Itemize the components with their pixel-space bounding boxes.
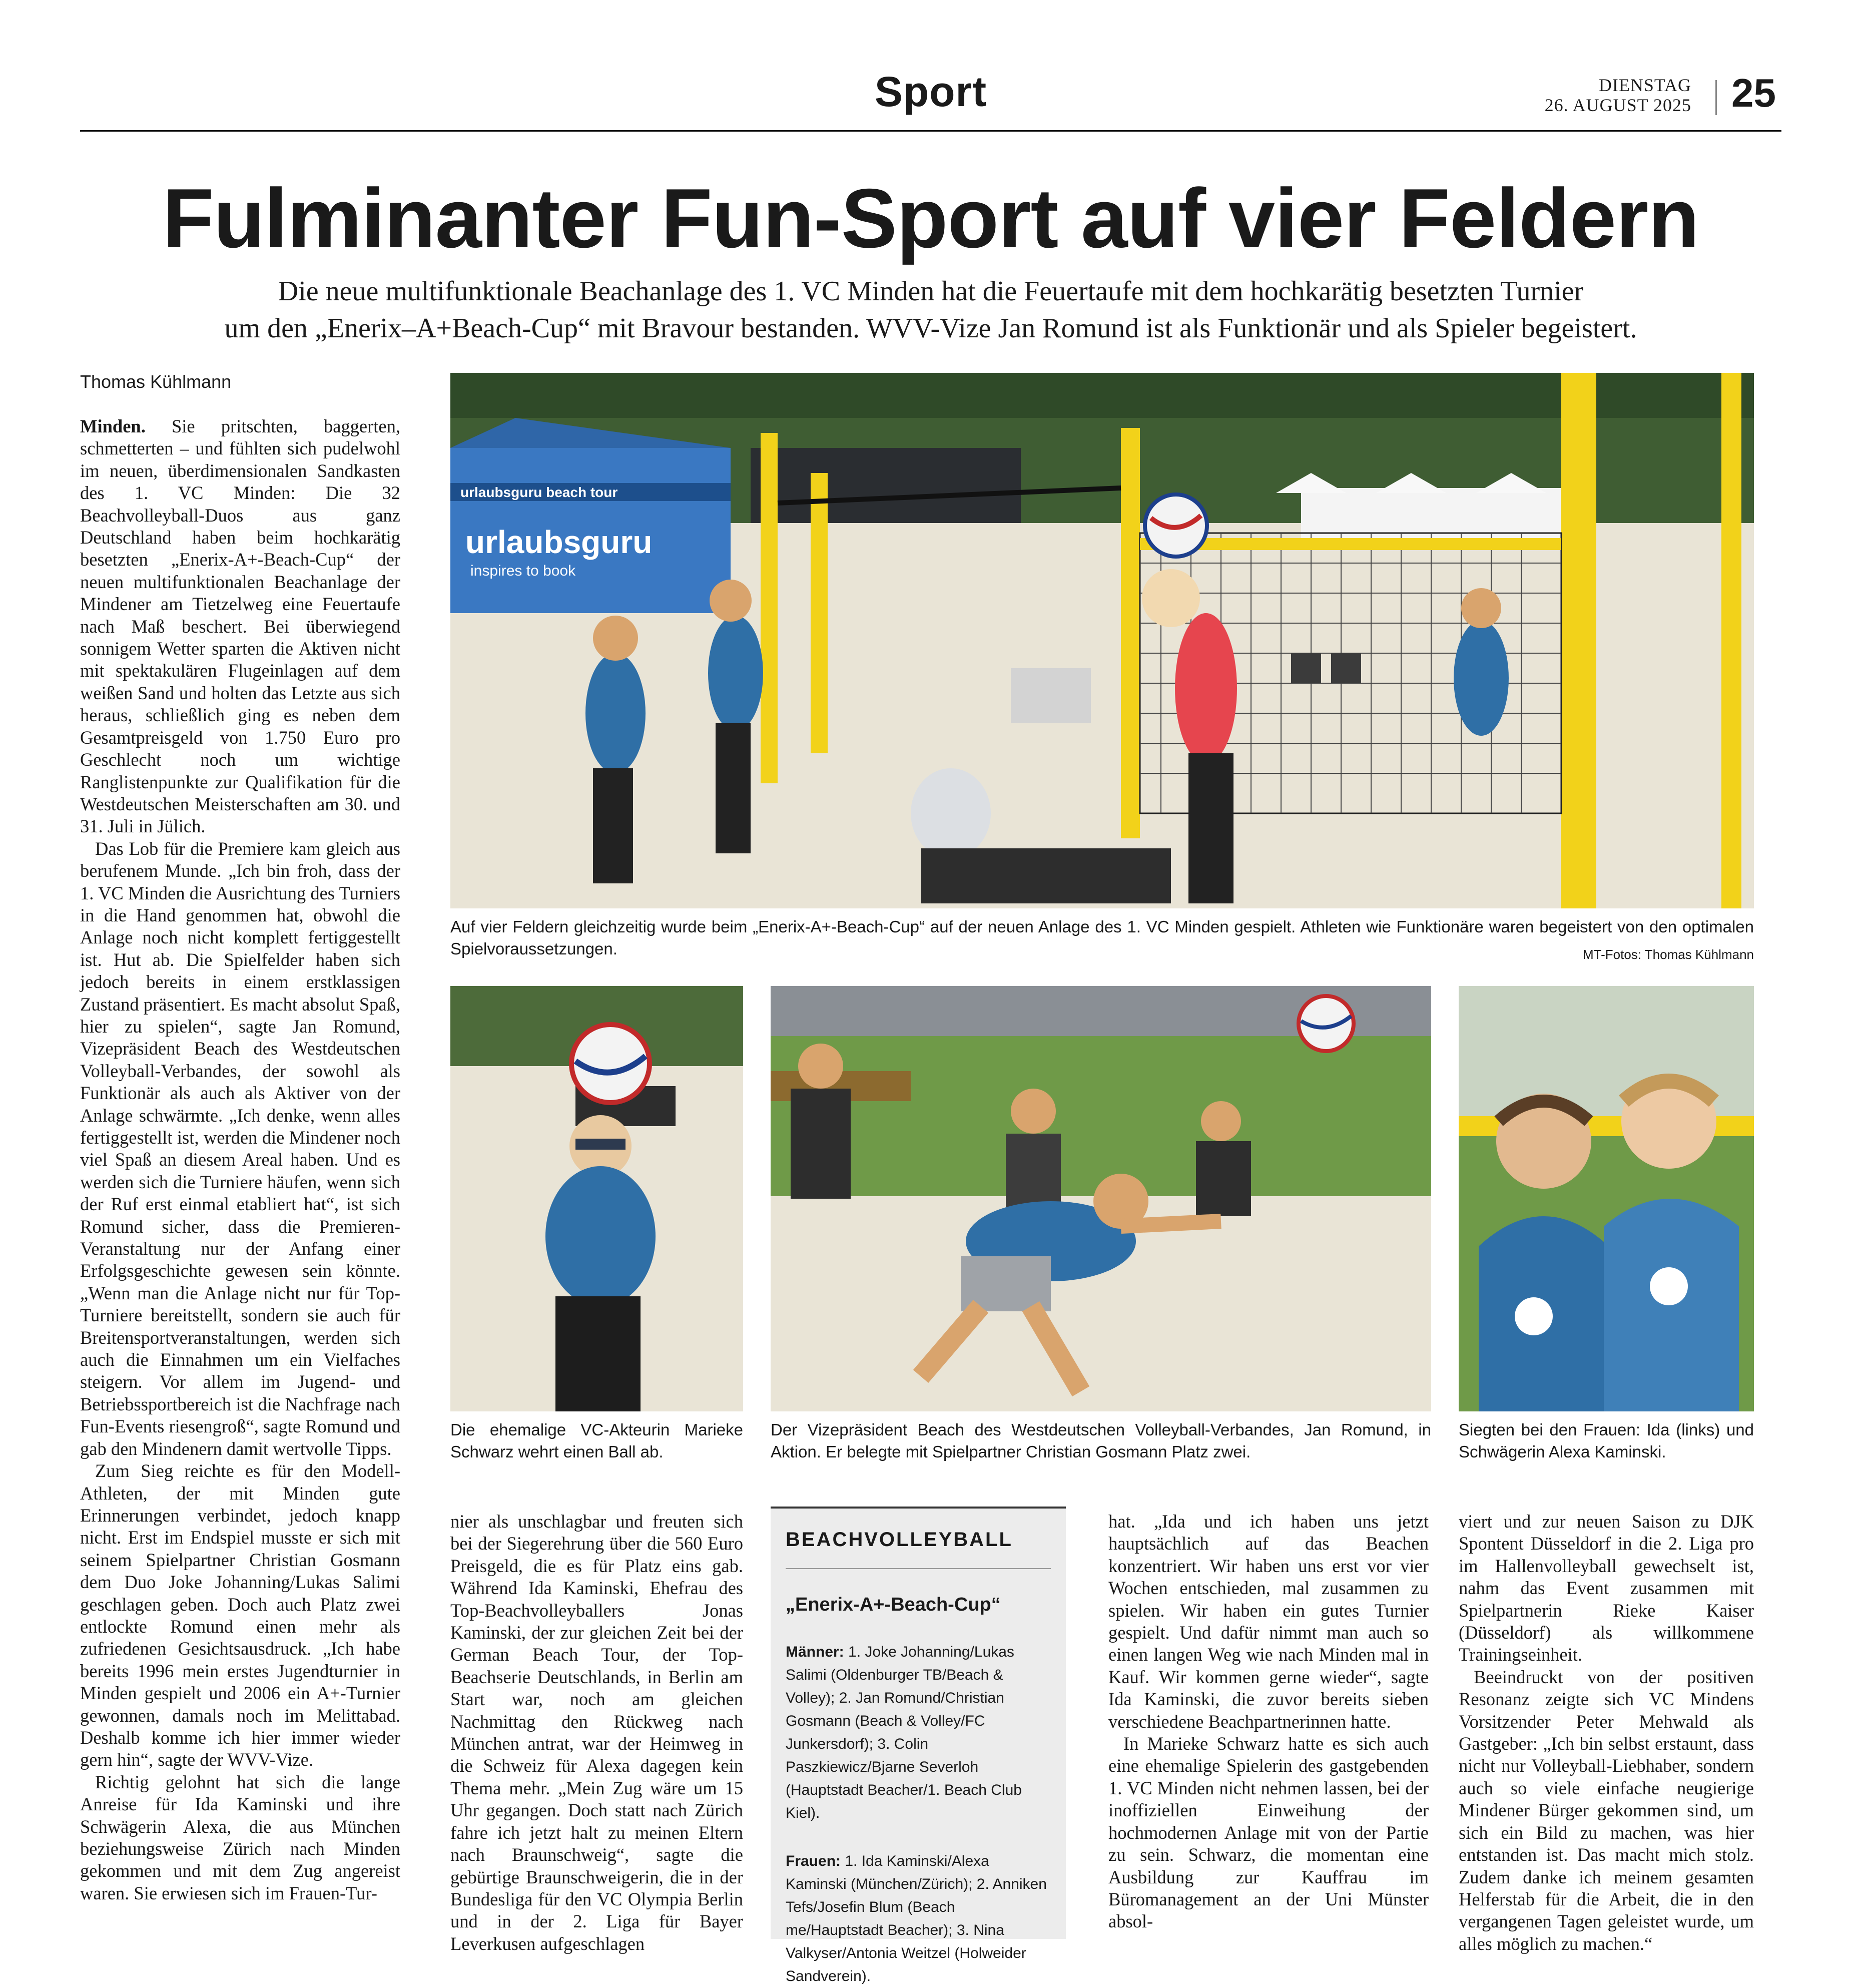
winners-portrait	[1459, 986, 1754, 1411]
paragraph: nier als unschlagbar und freuten sich bei der Siegerehrung über die 560 Euro Preisgeld, die es für Platz eins gab. Während Ida Kaminski, Ehefrau des Top-Beachvolleyballers Jonas Kaminski, der zur gleichen Zeit bei der German Beach Tour, der Top-Beachserie Deutschlands, in Berlin am Start war, noch am gleichen Nachmittag den Rückweg nach München antrat, war der Heimweg in die Schweiz für Alexa dagegen kein Thema mehr. „Mein Zug wäre um 15 Uhr gegangen. Doch statt nach Zürich fahre ich jetzt halt zu meinen Eltern nach Braunschweig“, sagte die gebürtige Braunschweigerin, die in der Bundesliga für den VC Olympia Berlin und in der 2. Liga für Bayer Leverkusen aufgeschlagen	[450, 1511, 743, 1954]
dateline: Minden.	[80, 416, 146, 436]
photo-1-caption: Die ehemalige VC-Akteurin Marieke Schwarz wehrt einen Ball ab.	[450, 1420, 743, 1461]
article-column-5	[1459, 1511, 1754, 1954]
paragraph	[80, 415, 400, 838]
results-women-label: Frauen:	[786, 1853, 841, 1869]
header-rule	[80, 130, 1781, 132]
main-photo	[450, 373, 1754, 908]
headline: Fulminanter Fun-Sport auf vier Feldern	[162, 171, 1699, 265]
issue-date-text: 26. AUGUST 2025	[1544, 95, 1691, 115]
subhead-line-1: Die neue multifunktionale Beachanlage des 1. VC Minden hat die Feuertaufe mit dem hochkarätig besetzten Turnier	[278, 276, 1584, 307]
photo-kaminski-winners	[1459, 986, 1754, 1411]
photo-2-caption: Der Vizepräsident Beach des Westdeutschen Volleyball-Verbandes, Jan Romund, in Aktion. Er belegte mit Spielpartner Christian Gosmann Platz zwei.	[771, 1420, 1431, 1461]
paragraph: Richtig gelohnt hat sich die lange Anreise für Ida Kaminski und ihre Schwägerin Alexa, die aus München beziehungsweise Zürich nach Minden gekommen und mit dem Zug angereist waren. Sie erwiesen sich im Frauen-Tur-	[80, 1771, 400, 1903]
section-title: Sport	[874, 68, 987, 115]
results-women	[786, 1850, 1051, 1988]
paragraph: Das Lob für die Premiere kam gleich aus berufenem Munde. „Ich bin froh, dass der 1. VC Minden die Ausrichtung des Turniers in die Hand genommen hat, obwohl die Anlage noch nicht komplett fertiggestellt ist. Hut ab. Die Spielfelder haben sich jedoch bereits in einem erstklassigen Zustand präsentiert. Es macht absolut Spaß, hier zu spielen“, sagte Jan Romund, Vizepräsident Beach des Westdeutschen Volleyball-Verbandes, der sowohl als Funktionär als auch als Aktiver von der Anlage schwärmte. „Ich denke, wenn alles fertiggestellt ist, werden die Mindener noch viel Spaß an diesem Areal haben. Und es werden sich die Turniere häufen, wenn sich der Ruf erst einmal etabliert hat“, ist sich Romund sicher, dass die Premieren-Veranstaltung nur der Anfang einer Erfolgsgeschichte gewesen sein könnte. „Wenn man die Anlage nicht nur für Top-Turniere bereitstellt, sondern sie auch für Breitensportveranstaltungen, werden sich auch die Einnahmen um ein Vielfaches steigern. Vor allem im Jugend- und Betriebssportbereich ist die Nachfrage nach Fun-Events riesengroß“, sagte Romund und gab den Mindenern damit wertvolle Tipps.	[80, 838, 400, 1459]
article-column-2	[450, 1511, 743, 1954]
subheadline	[80, 273, 1781, 347]
banner-tagline: inspires to book	[470, 563, 576, 579]
issue-date	[1481, 75, 1691, 115]
paragraph: Beeindruckt von der positiven Resonanz zeigte sich VC Mindens Vorsitzender Peter Mehwald als Gastgeber: „Ich bin selbst erstaunt, dass nicht nur Volleyball-Liebhaber, sondern auch so viele einfache neugierige Mindener Bürger gekommen sind, um sich ein Bild zu machen, was hier entstanden ist. Das macht mich stolz. Zudem danke ich meinem gesamten Helferstab für die Arbeit, die in den vergangenen Tagen geleistet wurde, um alles möglich zu machen.“	[1459, 1666, 1754, 1954]
photo-marieke-schwarz	[450, 986, 743, 1411]
main-photo-caption: Auf vier Feldern gleichzeitig wurde beim „Enerix-A+-Beach-Cup“ auf der neuen Anlage des 1. VC Minden gespielt. Athleten wie Funktionäre waren begeistert von den optimalen Spielvoraussetzungen.	[450, 917, 1754, 958]
page-number: 25	[1731, 71, 1776, 115]
author-byline: Thomas Kühlmann	[80, 371, 232, 392]
results-women-text: 1. Ida Kaminski/Alexa Kaminski (München/Zürich); 2. Anniken Tefs/Josefin Blum (Beach me/Hauptstadt Beacher); 3. Nina Valkyser/Antonia Weitzel (Holweider Sandverein).	[786, 1853, 1047, 1984]
player-dive-scene	[771, 986, 1431, 1411]
photo-3-caption: Siegten bei den Frauen: Ida (links) und Schwägerin Alexa Kaminski.	[1459, 1420, 1754, 1461]
photo-jan-romund	[771, 986, 1431, 1411]
player-dig-scene	[450, 986, 743, 1411]
paragraph: viert und zur neuen Saison zu DJK Spontent Düsseldorf in die 2. Liga pro im Hallenvolleyball gewechselt ist, nahm das Event zusammen mit Spielpartnerin Rieke Kaiser (Düsseldorf) als willkommene Trainingseinheit.	[1459, 1511, 1754, 1665]
subhead-line-2: um den „Enerix–A+Beach-Cup“ mit Bravour bestanden. WVV-Vize Jan Romund ist als Funktionär und als Spieler begeistert.	[224, 313, 1637, 344]
results-infobox	[771, 1507, 1066, 1984]
paragraph: Zum Sieg reichte es für den Modell-Athleten, der mit Minden gute Erinnerungen verbindet, jedoch knapp nicht. Erst im Endspiel musste er sich mit seinem Spielpartner Christian Gosmann dem Duo Joke Johanning/Lukas Salimi geschlagen geben. Doch auch Platz zwei entlockte Romund einen mehr als zufriedenen Gesichtsausdruck. „Ich habe bereits 1996 mein erstes Jugendturnier in Minden gespielt und 2006 ein A+-Turnier gewonnen, damals noch im Melittabad. Deshalb komme ich hier immer wieder gern hin“, sagte der WVV-Vize.	[80, 1460, 400, 1770]
results-men-text: 1. Joke Johanning/Lukas Salimi (Oldenburger TB/Beach & Volley); 2. Jan Romund/Christian Gosmann (Beach & Volley/FC Junkersdorf); 3. Colin Paszkiewicz/Bjarne Severloh (Hauptstadt Beacher/1. Beach Club Kiel).	[786, 1644, 1022, 1821]
paragraph: hat. „Ida und ich haben uns jetzt hauptsächlich auf das Beachen konzentriert. Wir haben uns erst vor vier Wochen entschieden, mal zusammen zu spielen. Wir haben ein gutes Turnier gespielt. Und dafür nimmt man auch so einen langen Weg wie nach Minden mal in Kauf. Wir kommen gerne wieder“, sagte Ida Kaminski, die zuvor bereits sieben verschiedene Beachpartnerinnen hatte.	[1108, 1511, 1429, 1732]
header-divider	[1715, 80, 1717, 115]
infobox-kicker: BEACHVOLLEYBALL	[786, 1529, 1013, 1551]
infobox-title: „Enerix-A+-Beach-Cup“	[786, 1594, 1001, 1615]
article-column-1	[80, 415, 400, 1942]
banner-logo-text: urlaubsguru	[465, 524, 653, 560]
results-men	[786, 1641, 1051, 1825]
banner-text: urlaubsguru beach tour	[460, 484, 618, 500]
infobox-divider	[786, 1568, 1051, 1569]
beach-court-scene	[450, 373, 1754, 908]
article-column-4	[1108, 1511, 1429, 1941]
paragraph: In Marieke Schwarz hatte es sich auch eine ehemalige Spielerin des gastgebenden 1. VC Minden nicht nehmen lassen, bei der inoffiziellen Einweihung der hochmodernen Anlage mit von der Partie zu sein. Schwarz, die momentan eine Ausbildung zur Kauffrau im Büromanagement an der Uni Münster absol-	[1108, 1733, 1429, 1932]
issue-weekday: DIENSTAG	[1598, 75, 1691, 95]
paragraph-text: Sie pritschten, baggerten, schmetterten – und fühlten sich pudelwohl im neuen, überdimensionalen Sandkasten des 1. VC Minden: Die 32 Beachvolleyball-Duos aus ganz Deutschland haben beim hochkarätig besetzten „Enerix-A+-Beach-Cup“ der neuen multifunktionalen Beachanlage der Mindener am Tietzelweg eine Feuertaufe nach Maß beschert. Bei überwiegend sonnigem Wetter sparten die Aktiven nicht mit spektakulären Flugeinlagen auf dem weißen Sand und holten das Letzte aus sich heraus, schließlich ging es neben dem Gesamtpreisgeld von 1.750 Euro pro Geschlecht noch um wichtige Ranglistenpunkte zur Qualifikation für die Westdeutschen Meisterschaften am 30. und 31. Juli in Jülich.	[80, 416, 400, 837]
results-men-label: Männer:	[786, 1644, 844, 1660]
photo-credit: MT-Fotos: Thomas Kühlmann	[1583, 947, 1754, 962]
